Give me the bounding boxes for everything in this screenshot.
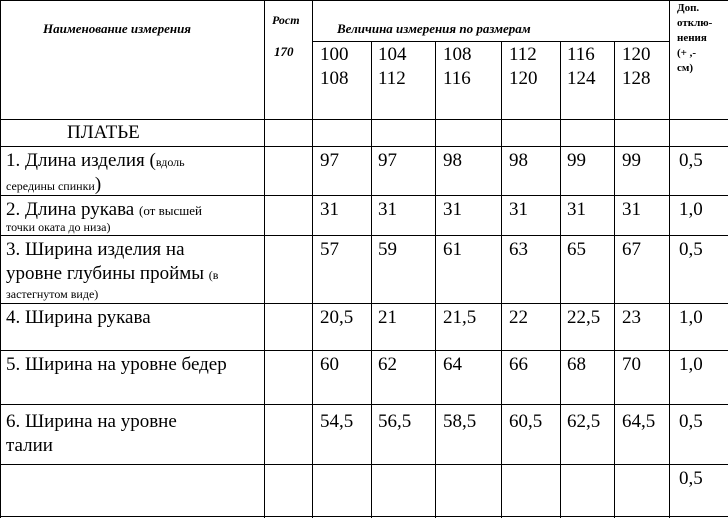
value-cell: 60,5	[509, 411, 543, 432]
grid-line	[614, 41, 615, 518]
row-label: 1. Длина изделия (вдоль	[6, 150, 185, 171]
tolerance-cell: 1,0	[679, 307, 703, 328]
row-label: 6. Ширина на уровне	[6, 411, 177, 432]
grid-line	[0, 404, 728, 405]
header-tolerance: (+ ,-	[677, 47, 697, 59]
tolerance-cell: 0,5	[679, 468, 703, 489]
grid-line	[0, 119, 728, 120]
size-header: 116	[443, 68, 471, 89]
grid-line	[0, 0, 728, 1]
row-label: 4. Ширина рукава	[6, 307, 151, 328]
grid-line	[371, 41, 372, 518]
size-header: 100	[320, 44, 349, 65]
grid-line	[0, 146, 728, 147]
row-label: застегнутом виде)	[6, 287, 99, 301]
header-tolerance: см)	[677, 62, 694, 74]
row-label: середины спинки)	[6, 174, 102, 195]
value-cell: 97	[378, 150, 397, 171]
row-label: 2. Длина рукава (от высшей	[6, 199, 202, 220]
grid-line	[0, 464, 728, 465]
tolerance-cell: 1,0	[679, 354, 703, 375]
value-cell: 64,5	[622, 411, 656, 432]
grid-line	[0, 516, 728, 517]
grid-line	[435, 41, 436, 518]
value-cell: 31	[320, 199, 339, 220]
value-cell: 98	[509, 150, 528, 171]
size-header: 104	[378, 44, 407, 65]
value-cell: 22,5	[567, 307, 601, 328]
size-header: 128	[622, 68, 651, 89]
value-cell: 60	[320, 354, 339, 375]
value-cell: 66	[509, 354, 528, 375]
size-header: 112	[378, 68, 406, 89]
size-header: 116	[567, 44, 595, 65]
header-height-value: 170	[274, 44, 294, 59]
grid-line	[0, 350, 728, 351]
grid-line	[0, 303, 728, 304]
value-cell: 64	[443, 354, 462, 375]
value-cell: 67	[622, 239, 641, 260]
grid-line	[0, 235, 728, 236]
size-header: 112	[509, 44, 537, 65]
value-cell: 21	[378, 307, 397, 328]
row-label: уровне глубины проймы (в	[6, 263, 219, 284]
grid-line	[0, 195, 728, 196]
header-height-label: Рост	[272, 13, 300, 27]
value-cell: 20,5	[320, 307, 354, 328]
size-header: 108	[443, 44, 472, 65]
value-cell: 31	[567, 199, 586, 220]
grid-line	[669, 0, 670, 518]
grid-line	[560, 41, 561, 518]
value-cell: 57	[320, 239, 339, 260]
value-cell: 58,5	[443, 411, 477, 432]
size-header: 124	[567, 68, 596, 89]
value-cell: 70	[622, 354, 641, 375]
header-tolerance: Доп.	[677, 2, 700, 14]
value-cell: 65	[567, 239, 586, 260]
value-cell: 62,5	[567, 411, 601, 432]
value-cell: 59	[378, 239, 397, 260]
grid-line	[0, 0, 1, 518]
value-cell: 22	[509, 307, 528, 328]
value-cell: 56,5	[378, 411, 412, 432]
header-tolerance: отклю-	[677, 17, 713, 29]
value-cell: 61	[443, 239, 462, 260]
value-cell: 31	[443, 199, 462, 220]
tolerance-cell: 0,5	[679, 150, 703, 171]
tolerance-cell: 1,0	[679, 199, 703, 220]
value-cell: 54,5	[320, 411, 354, 432]
value-cell: 62	[378, 354, 397, 375]
value-cell: 97	[320, 150, 339, 171]
size-header: 120	[509, 68, 538, 89]
tolerance-cell: 0,5	[679, 239, 703, 260]
value-cell: 68	[567, 354, 586, 375]
tolerance-cell: 0,5	[679, 411, 703, 432]
value-cell: 23	[622, 307, 641, 328]
row-label: 3. Ширина изделия на	[6, 239, 185, 260]
size-header: 108	[320, 68, 349, 89]
value-cell: 63	[509, 239, 528, 260]
size-header: 120	[622, 44, 651, 65]
row-label: точки оката до низа)	[6, 220, 111, 234]
grid-line	[312, 41, 669, 42]
value-cell: 99	[622, 150, 641, 171]
grid-line	[501, 41, 502, 518]
value-cell: 31	[509, 199, 528, 220]
grid-line	[312, 0, 313, 518]
row-label: 5. Ширина на уровне бедер	[6, 354, 227, 375]
value-cell: 99	[567, 150, 586, 171]
value-cell: 31	[378, 199, 397, 220]
header-tolerance: нения	[677, 32, 707, 44]
value-cell: 21,5	[443, 307, 477, 328]
value-cell: 31	[622, 199, 641, 220]
header-measurement-name: Наименование измерения	[43, 21, 191, 36]
grid-line	[264, 0, 265, 518]
value-cell: 98	[443, 150, 462, 171]
section-title: ПЛАТЬЕ	[67, 122, 140, 143]
row-label: талии	[6, 435, 53, 456]
header-sizes-title: Величина измерения по размерам	[337, 21, 531, 36]
